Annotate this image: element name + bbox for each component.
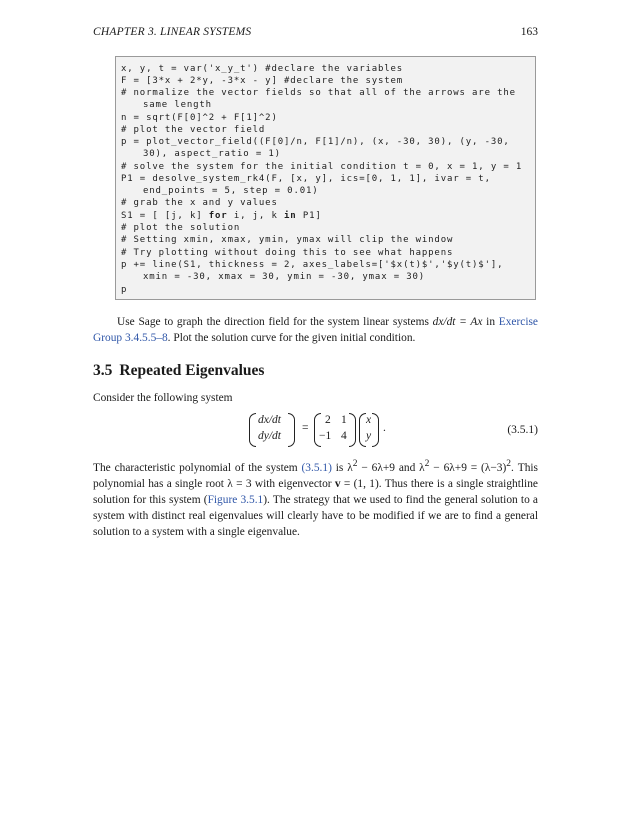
page-number: 163 xyxy=(520,26,538,38)
left-paren xyxy=(249,413,256,447)
page-header xyxy=(93,26,538,42)
exercise-group-link[interactable]: Exercise Group 3.4.5.5–8 xyxy=(93,316,538,344)
code-line: p += line(S1, thickness = 2, axes_labels=['$x(t)$','$y(t)$'], xyxy=(121,260,504,270)
math-inline: dx/dt = Ax xyxy=(432,316,483,328)
matrix-a12: 1 xyxy=(341,414,347,426)
vector-y: y xyxy=(366,430,372,442)
section-heading xyxy=(93,362,271,380)
code-line: P1 = desolve_system_rk4(F, [x, y], ics=[0, 1, 1], ivar = t, xyxy=(121,174,491,184)
chapter-title: CHAPTER 3. LINEAR SYSTEMS xyxy=(93,26,252,38)
code-line: # grab the x and y values xyxy=(121,198,278,208)
code-line: n = sqrt(F[0]^2 + F[1]^2) xyxy=(121,113,278,123)
code-line: # Try plotting without doing this to see what happens xyxy=(121,248,454,258)
superscript: 2 xyxy=(506,459,512,469)
code-line: 30), aspect_ratio = 1) xyxy=(143,149,281,159)
code-line: x, y, t = var('x_y_t') #declare the variables xyxy=(121,64,404,74)
code-line: p = plot_vector_field((F[0]/n, F[1]/n), (x, -30, 30), (y, -30, xyxy=(121,137,510,147)
code-listing xyxy=(115,56,536,300)
body-text: The characteristic polynomial of the system xyxy=(93,461,302,474)
matrix-a22: 4 xyxy=(341,430,347,442)
body-text: ). The strategy that we used to find the general solution to a system with distinct real eigenvalues will clearly have to be modified if we are to find a general solution to a system with a single eigenvalue. xyxy=(93,493,538,538)
lhs-bottom: dy/dt xyxy=(258,430,281,442)
code-line: # solve the system for the initial condition t = 0, x = 1, y = 1 xyxy=(121,162,523,172)
figure-ref-link[interactable]: Figure 3.5.1 xyxy=(207,493,264,506)
superscript: 2 xyxy=(352,459,358,469)
code-line xyxy=(121,210,322,222)
right-paren xyxy=(288,413,295,447)
code-line: # normalize the vector fields so that all of the arrows are the xyxy=(121,88,516,98)
code-line: # plot the solution xyxy=(121,223,241,233)
code-line: xmin = -30, xmax = 30, ymin = -30, ymax = 30) xyxy=(143,272,426,282)
equals-sign: = xyxy=(302,422,309,434)
code-text: P1] xyxy=(296,211,322,221)
body-text: − 6λ+9 and λ xyxy=(357,461,425,474)
exercise-text: . Plot the solution curve for the given initial condition. xyxy=(167,332,416,344)
left-paren xyxy=(359,413,366,447)
exercise-text: in xyxy=(482,316,496,328)
code-line: p xyxy=(121,285,128,295)
code-keyword: for xyxy=(208,211,228,221)
code-text: S1 = [ [j, k] xyxy=(121,211,209,221)
lhs-top: dx/dt xyxy=(258,414,281,426)
matrix-a21: −1 xyxy=(319,430,332,442)
code-line: # plot the vector field xyxy=(121,125,266,135)
body-text: − 6λ+9 = (λ−3) xyxy=(429,461,507,474)
code-line: # Setting xmin, xmax, ymin, ymax will clip the window xyxy=(121,235,454,245)
equation-ref-link[interactable]: (3.5.1) xyxy=(301,461,332,474)
code-line: F = [3*x + 2*y, -3*x - y] #declare the system xyxy=(121,76,404,86)
section-number: 3.5 xyxy=(93,362,113,379)
equation-number: (3.5.1) xyxy=(507,424,538,436)
exercise-text: Use Sage to graph the direction field for the system linear systems xyxy=(117,316,433,328)
exercise-paragraph xyxy=(93,314,538,346)
body-text: = (1, 1). Thus there is a single straightline solution for this system ( xyxy=(93,477,538,506)
code-text: i, j, k xyxy=(227,211,284,221)
code-keyword: in xyxy=(284,211,297,221)
code-line: same length xyxy=(143,100,212,110)
body-text: . This polynomial has a single root λ = 3 with eigenvector xyxy=(93,461,538,490)
code-line: end_points = 5, step = 0.01) xyxy=(143,186,319,196)
right-paren xyxy=(349,413,356,447)
intro-text: Consider the following system xyxy=(93,392,233,404)
body-paragraph xyxy=(93,456,538,540)
matrix-a11: 2 xyxy=(325,414,331,426)
vector-x: x xyxy=(366,414,372,426)
equation-period: . xyxy=(383,422,386,434)
section-title: Repeated Eigenvalues xyxy=(119,362,265,379)
body-text: is λ xyxy=(331,461,353,474)
superscript: 2 xyxy=(424,459,430,469)
right-paren xyxy=(372,413,379,447)
eigenvector-symbol: v xyxy=(334,477,341,490)
